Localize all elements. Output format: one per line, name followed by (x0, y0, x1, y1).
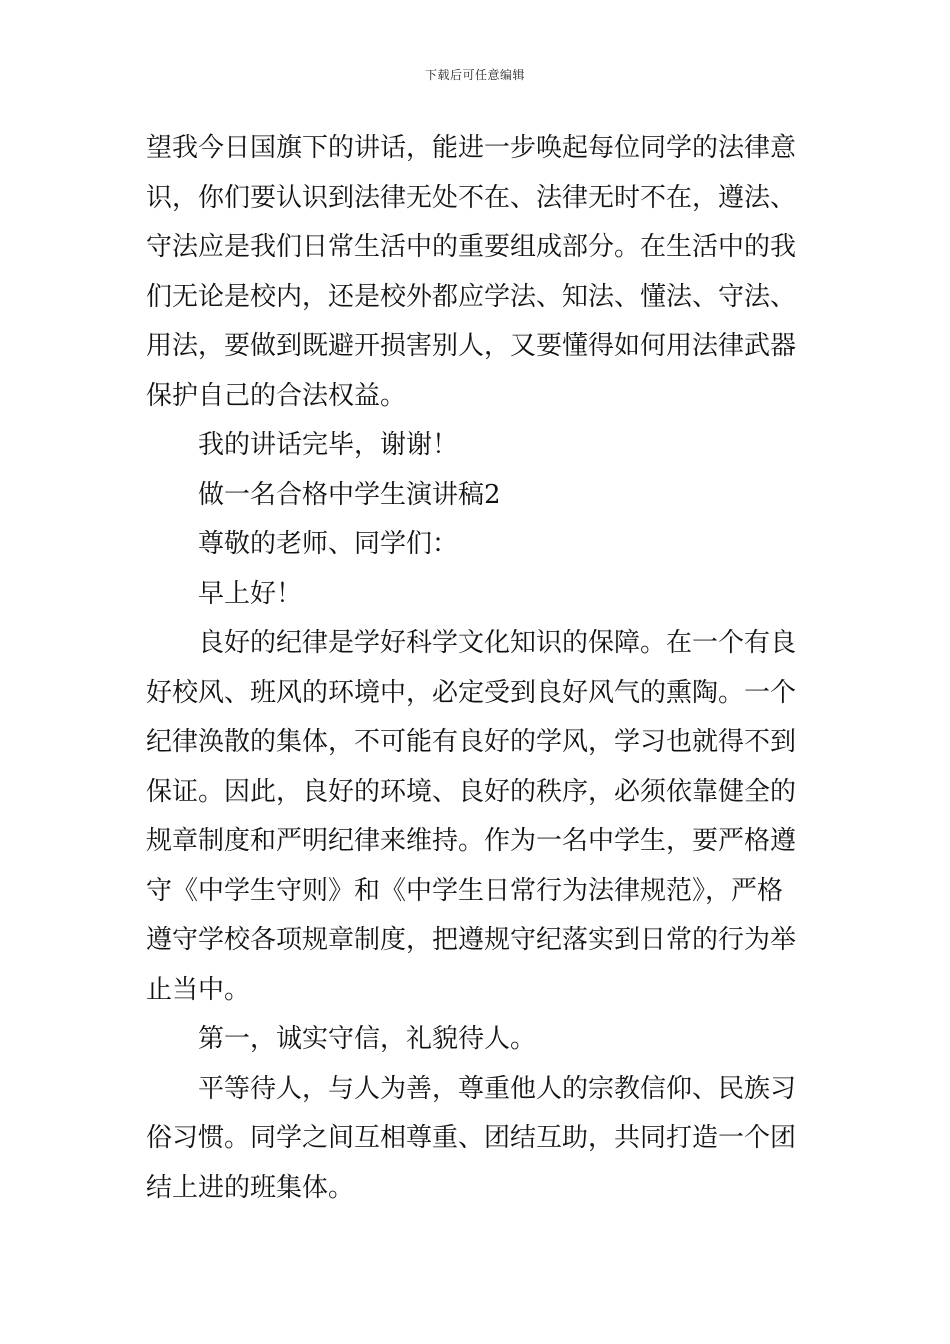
text-line: 们无论是校内，还是校外都应学法、知法、懂法、守法、 (146, 281, 797, 312)
salutation: 尊敬的老师、同学们： (198, 529, 459, 559)
greeting: 早上好！ (198, 578, 303, 609)
text-line: 止当中。 (146, 974, 251, 1005)
speech-title: 做一名合格中学生演讲稿2 (198, 479, 501, 510)
closing-line: 我的讲话完毕，谢谢！ (198, 430, 459, 460)
text-line: 守《中学生守则》和《中学生日常行为法律规范》，严格 (146, 875, 784, 906)
header-note: 下载后可任意编辑 (424, 68, 525, 82)
text-line: 平等待人，与人为善，尊重他人的宗教信仰、民族习 (198, 1073, 797, 1104)
text-line: 保护自己的合法权益。 (146, 380, 407, 411)
section-heading: 第一，诚实守信，礼貌待人。 (198, 1024, 537, 1054)
text-line: 良好的纪律是学好科学文化知识的保障。在一个有良 (198, 628, 797, 658)
text-line: 望我今日国旗下的讲话，能进一步唤起每位同学的法律意 (146, 133, 797, 163)
text-line: 好校风、班风的环境中，必定受到良好风气的熏陶。一个 (146, 677, 797, 708)
text-line: 保证。因此，良好的环境、良好的秩序，必须依靠健全的 (146, 776, 797, 807)
text-line: 守法应是我们日常生活中的重要组成部分。在生活中的我 (146, 232, 797, 262)
text-line: 俗习惯。同学之间互相尊重、团结互助，共同打造一个团 (146, 1123, 797, 1153)
text-line: 识，你们要认识到法律无处不在、法律无时不在，遵法、 (146, 182, 797, 213)
text-line: 用法，要做到既避开损害别人，又要懂得如何用法律武器 (146, 331, 797, 361)
text-line: 遵守学校各项规章制度，把遵规守纪落实到日常的行为举 (146, 925, 797, 955)
text-line: 规章制度和严明纪律来维持。作为一名中学生，要严格遵 (146, 826, 797, 856)
document-body (146, 124, 808, 1213)
text-line: 结上进的班集体。 (146, 1172, 355, 1203)
text-line: 纪律涣散的集体，不可能有良好的学风，学习也就得不到 (146, 727, 797, 757)
